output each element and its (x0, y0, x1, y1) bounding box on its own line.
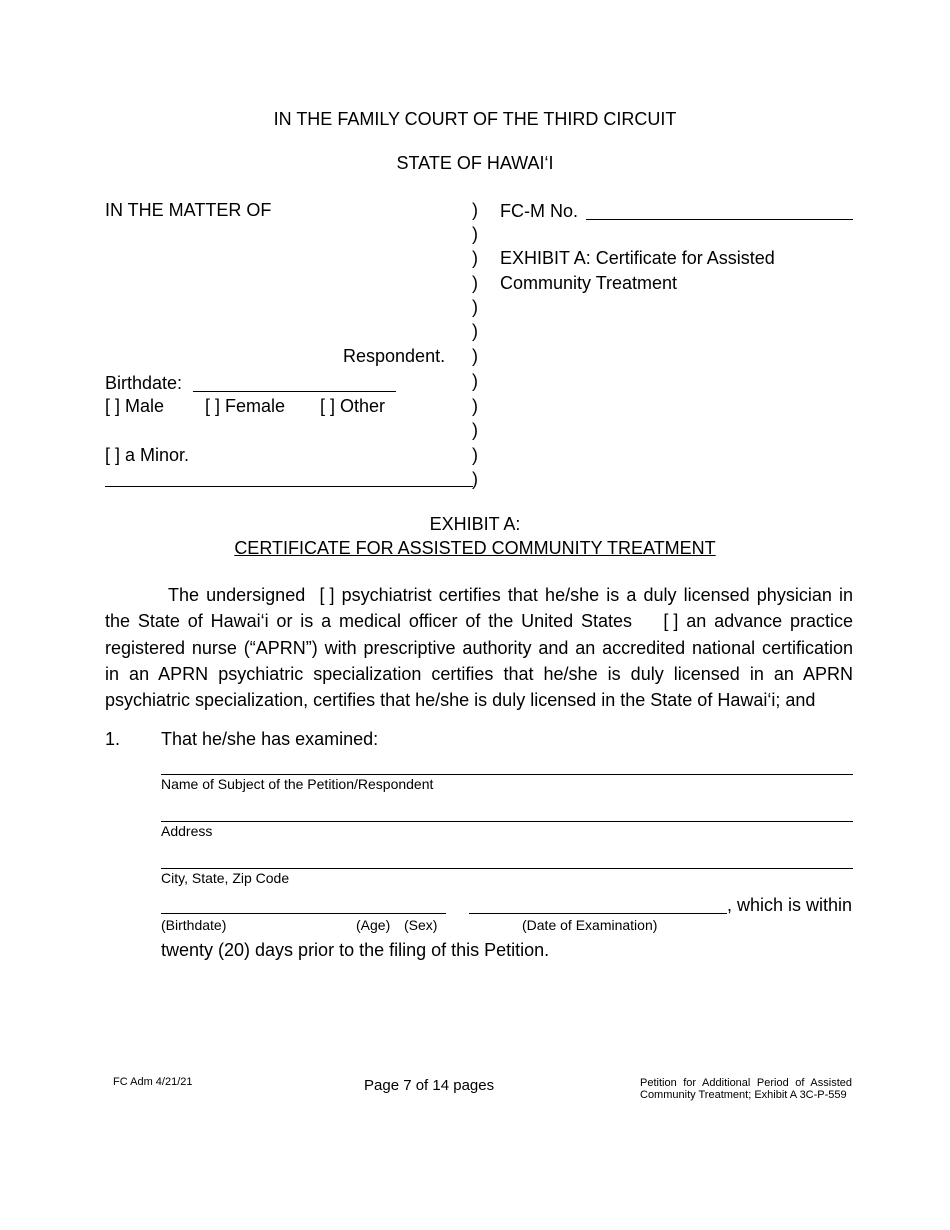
psychiatrist-checkbox[interactable]: [ ] (319, 585, 335, 605)
birthdate-field-label: (Birthdate) (161, 917, 227, 933)
caption-paren: ) (472, 297, 478, 317)
certificate-title (0, 538, 950, 559)
name-field-line[interactable] (161, 774, 853, 775)
birthdate-age-sex-field-line[interactable] (161, 913, 446, 914)
female-label: Female (225, 396, 286, 416)
name-field-label: Name of Subject of the Petition/Respondent (161, 776, 434, 792)
other-checkbox[interactable]: [ ] (320, 396, 336, 416)
caption-paren: ) (472, 396, 478, 416)
caption-paren: ) (472, 248, 478, 268)
court-heading: IN THE FAMILY COURT OF THE THIRD CIRCUIT (273, 109, 677, 129)
address-field-line[interactable] (161, 821, 853, 822)
aprn-checkbox[interactable]: [ ] (663, 611, 679, 632)
para-intro: The undersigned (168, 585, 306, 605)
male-label: Male (125, 396, 165, 416)
minor-option[interactable] (105, 445, 189, 466)
matter-label: IN THE MATTER OF (105, 200, 272, 220)
city-field-line[interactable] (161, 868, 853, 869)
certification-paragraph (105, 582, 853, 713)
caption-paren: ) (472, 371, 478, 391)
minor-checkbox[interactable]: [ ] (105, 445, 121, 465)
female-option[interactable] (205, 396, 285, 417)
form-description-line1: Petition for Additional Period of Assisted (640, 1077, 852, 1089)
item-number: 1. (105, 729, 121, 749)
sex-field-label: (Sex) (404, 917, 438, 933)
exhibit-caption-line1: EXHIBIT A: Certificate for Assisted (500, 248, 775, 268)
days-text: twenty (20) days prior to the filing of this Petition. (161, 940, 550, 960)
caption-paren: ) (472, 200, 478, 220)
address-field-label: Address (161, 823, 213, 839)
certificate-title-text: CERTIFICATE FOR ASSISTED COMMUNITY TREATMENT (234, 538, 716, 558)
exhibit-title: EXHIBIT A: (429, 514, 521, 534)
caption-paren: ) (472, 224, 478, 244)
exam-date-field-line[interactable] (469, 913, 727, 914)
case-number-field-line[interactable] (586, 219, 853, 220)
case-number-label: FC-M No. (500, 201, 578, 221)
city-field-label: City, State, Zip Code (161, 870, 290, 886)
female-checkbox[interactable]: [ ] (205, 396, 221, 416)
male-option[interactable] (105, 396, 164, 417)
birthdate-label: Birthdate: (105, 373, 183, 393)
exam-date-field-label: (Date of Examination) (522, 917, 658, 933)
caption-paren: ) (472, 445, 478, 465)
exhibit-caption-line2: Community Treatment (500, 273, 678, 293)
para-psychiatrist-text: psychiatrist certifies that he/she is a duly licensed physician in the State of Hawai‘i or is a medical officer of the United States (105, 585, 853, 632)
male-checkbox[interactable]: [ ] (105, 396, 121, 416)
minor-label: a Minor. (125, 445, 190, 465)
respondent-label: Respondent. (343, 346, 446, 366)
state-heading: STATE OF HAWAI‘I (396, 153, 554, 173)
caption-paren: ) (472, 273, 478, 293)
caption-paren: ) (472, 321, 478, 341)
within-text: , which is within (727, 895, 853, 915)
form-description-line2: Community Treatment; Exhibit A 3C-P-559 (640, 1089, 847, 1101)
form-id: FC Adm 4/21/21 (113, 1076, 193, 1088)
age-field-label: (Age) (356, 917, 391, 933)
item-text: That he/she has examined: (161, 729, 379, 749)
caption-bottom-line (105, 486, 473, 487)
page-number: Page 7 of 14 pages (364, 1077, 495, 1094)
other-label: Other (340, 396, 386, 416)
other-option[interactable] (320, 396, 385, 417)
caption-paren: ) (472, 420, 478, 440)
para-aprn-text: an advance practice registered nurse (“APRN”) with prescriptive authority and an accredited national certification in an APRN psychiatric specialization certifies that he/she is duly licensed in an APRN psychiatric specialization, certifies that he/she is duly licensed in the State of Hawai‘i; and (105, 611, 853, 711)
birthdate-field-line[interactable] (193, 391, 396, 392)
caption-paren: ) (472, 346, 478, 366)
caption-paren: ) (472, 469, 478, 489)
